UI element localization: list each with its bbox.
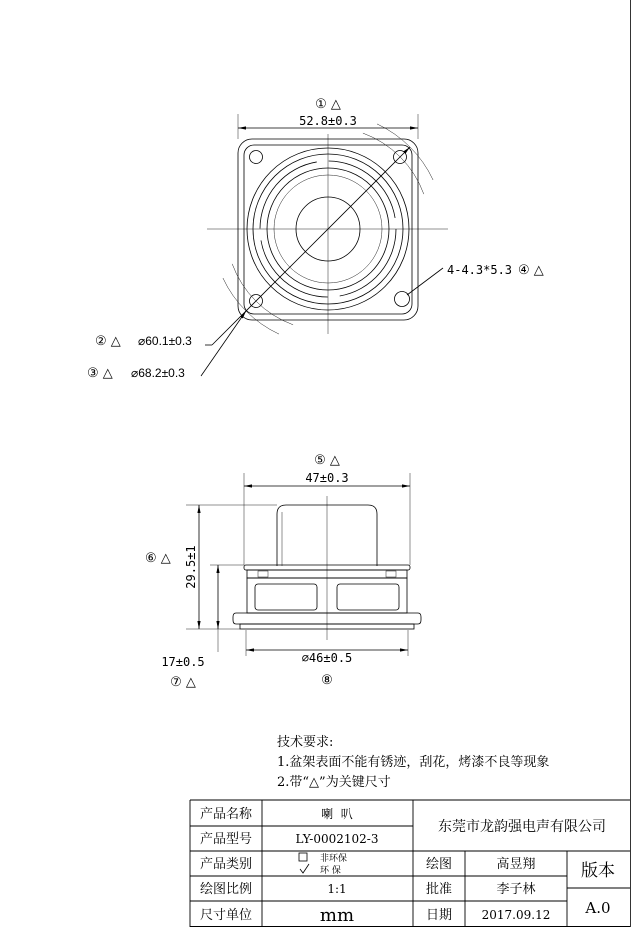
checkbox-box[interactable] <box>299 853 307 861</box>
marker-1: ① △ <box>315 97 341 112</box>
drawn-label: 绘图 <box>425 857 453 872</box>
marker-6: ⑥ △ <box>145 551 171 566</box>
marker-5: ⑤ △ <box>314 453 340 468</box>
marker-2: ② △ <box>95 334 121 349</box>
diameter-60-text: ⌀60.1±0.3 <box>138 334 192 348</box>
marker-4: ④ △ <box>518 263 544 278</box>
drawn-by-value: 高昱翔 <box>496 857 536 872</box>
model-label: 产品型号 <box>199 832 253 847</box>
diameter-leader-diagonal <box>212 147 410 345</box>
date-value: 2017.09.12 <box>481 908 551 922</box>
height-dimension-text: 29.5±1 <box>184 545 198 589</box>
side-view <box>145 453 421 690</box>
frame-window-left <box>255 584 317 610</box>
requirement-item-1: 1.盆架表面不能有锈迹，刮花，烤漆不良等现象 <box>277 755 550 770</box>
depth-dimension-text: 17±0.5 <box>161 655 205 669</box>
title-block <box>190 800 630 927</box>
hole-dimension-text: 4-4.3*5.3 <box>447 263 513 277</box>
mounting-hole-bottom-right <box>395 292 410 307</box>
scale-label: 绘图比例 <box>199 882 253 897</box>
approved-by-value: 李子林 <box>496 882 536 897</box>
version-label: 版本 <box>581 861 615 881</box>
date-label: 日期 <box>425 908 453 923</box>
terminal-lug-left <box>258 571 268 577</box>
product-name-value: 喇 叭 <box>321 807 353 821</box>
bottom-dia-text: ⌀46±0.5 <box>301 651 353 665</box>
category-option-label-1: 环 保 <box>320 866 341 876</box>
product-name-label: 产品名称 <box>199 807 253 822</box>
requirements-title: 技术要求: <box>277 735 334 750</box>
diameter-68-text: ⌀68.2±0.3 <box>131 366 185 380</box>
diameter-68-leader <box>201 311 246 376</box>
top-view <box>87 97 544 381</box>
side-width-text: 47±0.3 <box>305 471 349 485</box>
scale-value: 1:1 <box>327 882 347 896</box>
frame-window-right <box>337 584 399 610</box>
technical-requirements <box>277 734 549 790</box>
model-value: LY-0002102-3 <box>295 832 379 846</box>
unit-label: 尺寸单位 <box>199 908 253 923</box>
category-label: 产品类别 <box>199 857 253 872</box>
checkbox-tick[interactable] <box>300 864 309 873</box>
category-checkbox-1[interactable] <box>300 864 309 873</box>
width-dimension-text: 52.8±0.3 <box>299 114 357 128</box>
category-checkbox-0[interactable] <box>299 853 307 861</box>
marker-3: ③ △ <box>87 366 113 381</box>
approved-label: 批准 <box>425 882 453 897</box>
marker-7: ⑦ △ <box>170 675 196 690</box>
version-value: A.0 <box>585 899 611 917</box>
unit-value: mm <box>319 905 355 926</box>
requirement-item-2: 2.带“△”为关键尺寸 <box>277 775 391 790</box>
marker-8: ⑧ <box>321 673 333 688</box>
terminal-lug-right <box>386 571 396 577</box>
mounting-hole-top-left <box>250 151 263 164</box>
category-option-label-0: 非环保 <box>320 854 348 864</box>
company-name: 东莞市龙韵强电声有限公司 <box>438 819 606 835</box>
